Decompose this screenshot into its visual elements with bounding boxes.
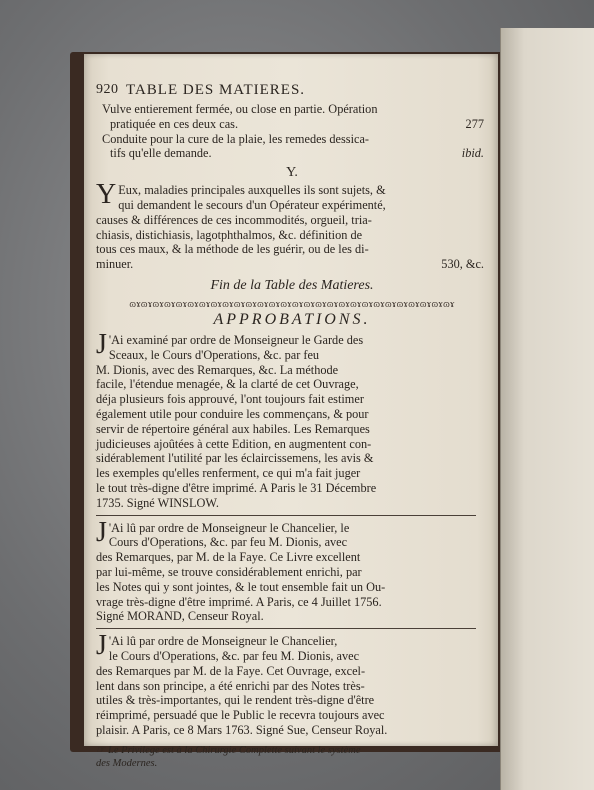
page-number: 920 [96,82,119,97]
dropcap: J [96,328,107,360]
index-entry: Vulve entierement fermée, ou close en partie. Opération [102,102,378,116]
index-entry: pratiquée en ces deux cas. 277 [110,116,484,131]
end-of-table-title: Fin de la Table des Matieres. [210,277,374,293]
facing-page [500,28,594,790]
dropcap: J [96,630,107,662]
approbation-sue: J 'Ai lû par ordre de Monseigneur le Chancelier, le Cours d'Operations, &c. par feu M. Dionis, avec des Remarques par M. de la Faye. Cet Ouvrage, excel- lent dans son principe, a été enrichi par des Notes très- utiles & très-importantes, qui le rendent très-digne d'être réimprimé, persuadé que le Public le recevra toujours avec plaisir. A Paris, ce 8 Mars 1763. Signé Sue, Censeur Royal. [96,630,388,737]
page-header [96,82,488,102]
dropcap: Y [96,179,117,211]
divider [96,515,476,516]
index-entry: Conduite pour la cure de la plaie, les remedes dessica- [102,131,370,146]
dropcap: J [96,516,107,548]
approbation-winslow: J 'Ai examiné par ordre de Monseigneur le Garde des Sceaux, le Cours d'Operations, &c. par feu M. Dionis, avec des Remarques, &c. La méthode facile, l'étendue menagée, & la clarté de cet Ouvrage, déja plusieurs fois approuvé, l'ont toujours fait estimer également utile pour conduire les commençans, & pour servir de répertoire général aux habiles. Les Remarques judicieuses ajoûtées à cette Edition, en augmentent con- sidérablement l'utilité par les éclaircissemens, les avis & les exemples qu'elles renferment, ce qui m'a fait juger le tout très-digne d'être imprimé. A Paris le 31 Décembre 1735. Signé WINSLOW. [96,328,377,510]
index-entry-yeux: Y Eux, maladies principales auxquelles ils sont sujets, & qui demandent le secours d'un Opérateur expérimenté, causes & différences de ces incommodités, orgueil, tria- chiasis, distichiasis, lagotphthalmos, &c. définition de tous ces maux, & la méthode de les guérir, ou de les di- minuer. 530, &c. [96,179,484,272]
privilege-note: ☞ Le Privilege est à la Chirurgie Complette suivant le système des Modernes. [96,744,361,769]
page-content [96,82,488,770]
ornament-band: ɷɤɷɤɷɤɷɤɷɤɷɤɷɤɷɤɷɤɷɤɷɤɷɤɷɤɷɤɷɤɷɤɷɤɷɤɷɤɷɤɷɤɷɤɷɤɷɤɷɤɷɤɷɤɷɤ [129,298,455,310]
approbation-morand: J 'Ai lû par ordre de Monseigneur le Chancelier, le Cours d'Operations, &c. par feu M. Dionis, avec des Remarques, par M. de la Faye. Ce Livre excellent par lui-même, se trouve considérablement enrichi, par les Notes qui y sont jointes, & le tout ensemble fait un Ou- vrage très-digne d'être imprimé. A Paris, ce 4 Juillet 1756. Signé MORAND, Censeur Royal. [96,516,386,624]
approbations-heading: APPROBATIONS. [213,310,371,328]
divider [96,628,476,629]
section-letter: Y. [286,165,298,181]
book-page [84,54,498,769]
index-entry: tifs qu'elle demande. ibid. [110,146,484,161]
page-title: TABLE DES MATIERES. [126,82,306,98]
